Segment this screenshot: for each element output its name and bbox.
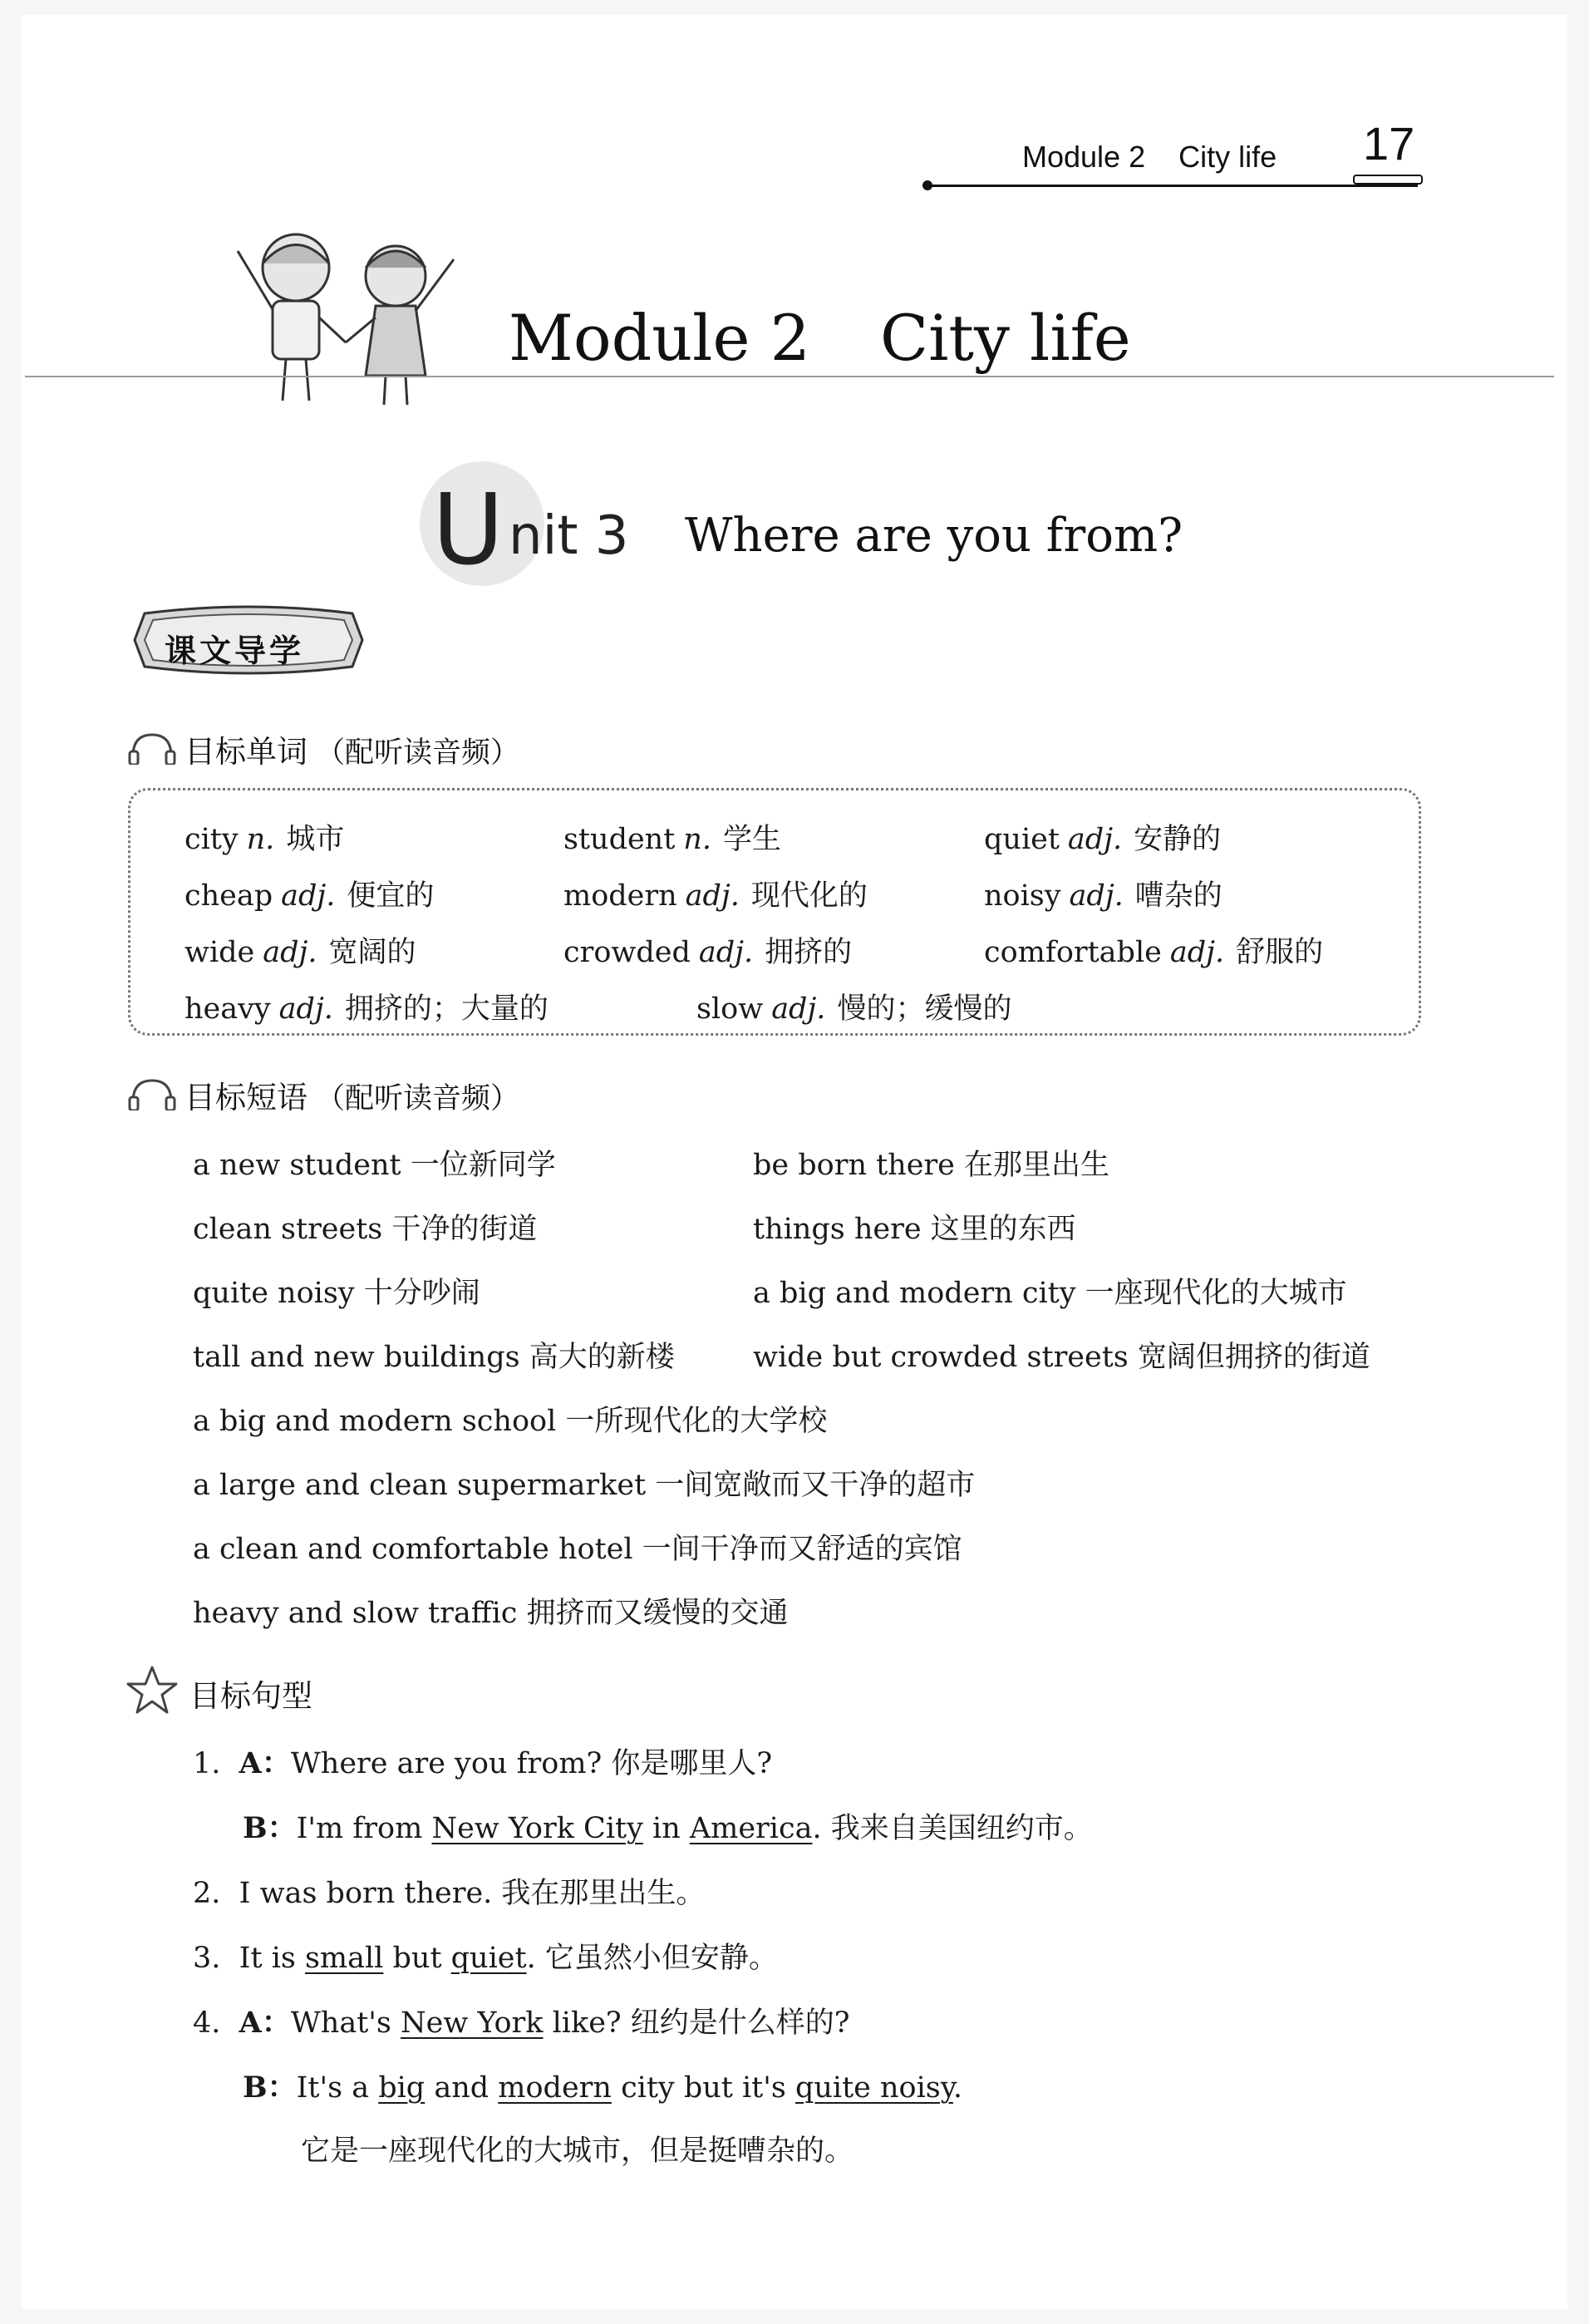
sentence-1a: 1. A：Where are you from? 你是哪里人? [193,1746,773,1780]
sentence-4a: 4. A：What's New York like? 纽约是什么样的? [193,2006,850,2040]
phrase: clean streets 干净的街道 [193,1213,538,1246]
star-icon [125,1664,180,1716]
phrase: a big and modern city 一座现代化的大城市 [753,1277,1347,1310]
vocab-item: city n. 城市 [184,823,345,856]
phrase: a clean and comfortable hotel 一间干净而又舒适的宾馆 [193,1533,962,1566]
phrase: quite noisy 十分吵闹 [193,1277,480,1310]
phrase: wide but crowded streets 宽阔但拥挤的街道 [753,1341,1370,1374]
headphones-icon [128,1077,176,1110]
phrase: things here 这里的东西 [753,1213,1076,1246]
vocab-item: heavy adj. 拥挤的；大量的 [184,992,549,1026]
module-title-name: City life [879,301,1131,375]
page-number-underline [1353,175,1423,185]
vocab-item: crowded adj. 拥挤的 [563,936,853,969]
vocab-item: cheap adj. 便宜的 [184,879,435,913]
vocab-item: student n. 学生 [563,823,781,856]
vocab-heading-note: （配听读音频） [316,736,520,770]
kids-illustration-icon [213,218,479,417]
module-title-number: Module 2 [509,301,810,375]
vocab-item: slow adj. 慢的；缓慢的 [696,992,1012,1026]
vocab-heading-title: 目标单词 [184,734,307,770]
sentence-4b-translation: 它是一座现代化的大城市，但是挺嘈杂的。 [301,2134,854,2168]
phrase: a new student 一位新同学 [193,1149,556,1182]
sentence-4b: B：It's a big and modern city but it's quite noisy. [243,2070,963,2105]
phrase-heading-note: （配听读音频） [316,1082,520,1115]
vocab-item: comfortable adj. 舒服的 [984,936,1324,969]
header-module: Module 2 [1022,140,1146,174]
phrase: heavy and slow traffic 拥挤而又缓慢的交通 [193,1597,789,1630]
running-header [1022,140,1277,175]
sentence-3: 3. It is small but quiet. 它虽然小但安静。 [193,1942,778,1975]
module-title [509,301,1131,375]
module-title-rule [25,376,1554,377]
header-topic: City life [1178,140,1277,174]
header-rule [926,185,1418,187]
phrase-heading-title: 目标短语 [184,1080,307,1115]
sentence-2: 2. I was born there. 我在那里出生。 [193,1877,706,1910]
unit-number: nit 3 [509,505,629,567]
phrase-heading [184,1072,519,1117]
vocab-item: modern adj. 现代化的 [563,879,868,913]
section-badge: 课文导学 [165,633,305,669]
phrase: tall and new buildings 高大的新楼 [193,1341,675,1374]
vocab-item: wide adj. 宽阔的 [184,936,416,969]
phrase: a large and clean supermarket 一间宽敞而又干净的超市 [193,1469,976,1502]
unit-letter: U [432,472,504,587]
headphones-icon [128,731,176,765]
page-number: 17 [1363,117,1415,170]
vocab-item: quiet adj. 安静的 [984,823,1222,856]
unit-title: Where are you from? [685,509,1183,563]
sentence-1b: B：I'm from New York City in America. 我来自美国纽约市。 [243,1811,1093,1845]
vocab-item: noisy adj. 嘈杂的 [984,879,1222,913]
vocab-heading [184,726,519,771]
phrase: a big and modern school 一所现代化的大学校 [193,1405,828,1438]
sentence-heading: 目标句型 [189,1678,312,1714]
phrase: be born there 在那里出生 [753,1149,1110,1182]
